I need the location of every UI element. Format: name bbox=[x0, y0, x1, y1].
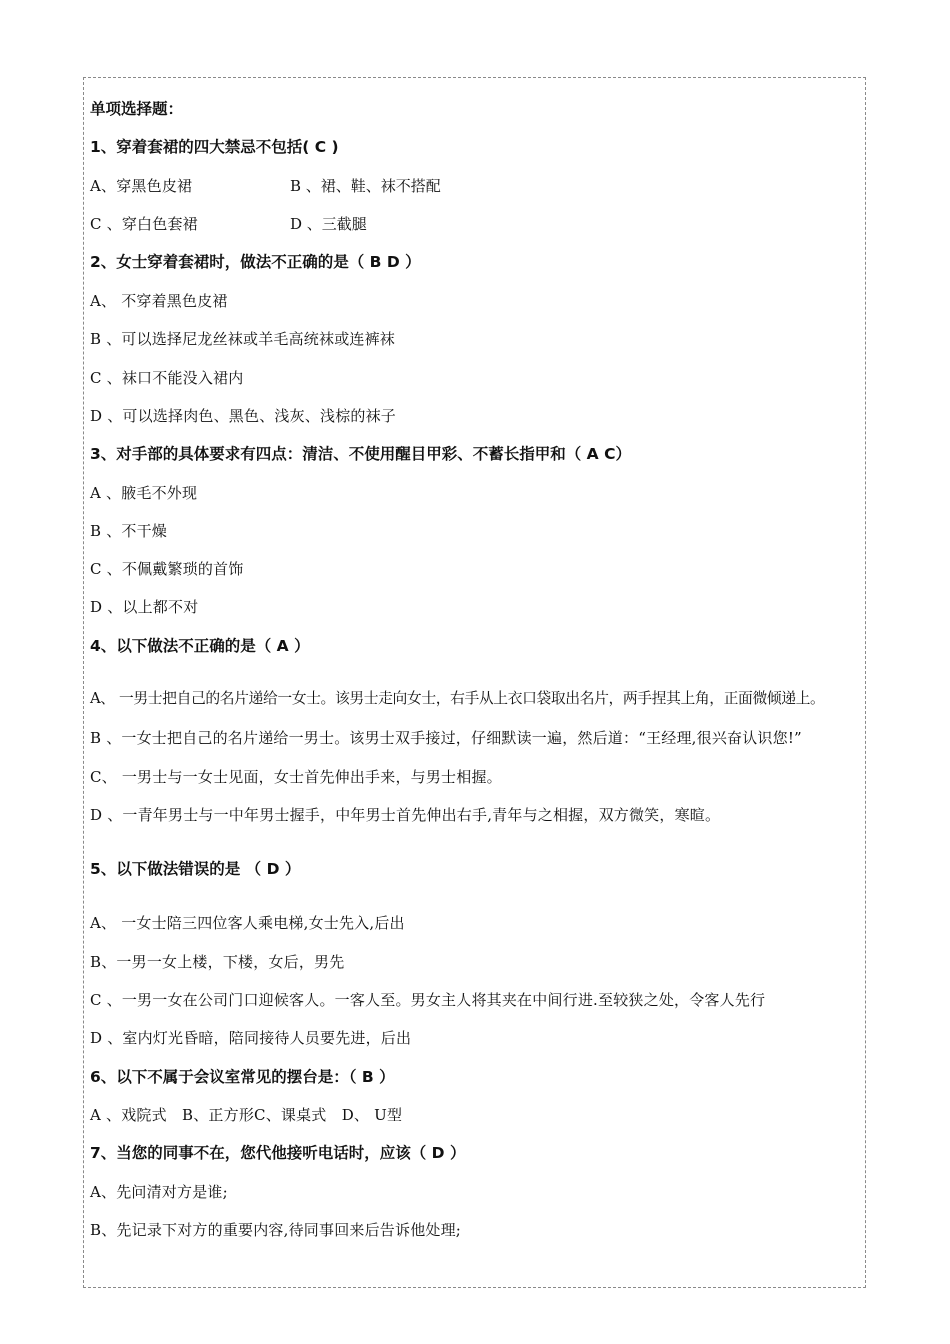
question-2-option-c: C 、袜口不能没入裙内 bbox=[90, 369, 244, 387]
question-2-option-a: A、 不穿着黑色皮裙 bbox=[90, 292, 228, 310]
question-4-stem: 4、以下做法不正确的是（ A ） bbox=[90, 637, 310, 655]
question-5-option-a: A、 一女士陪三四位客人乘电梯,女士先入,后出 bbox=[90, 914, 405, 932]
question-3-option-d: D 、以上都不对 bbox=[90, 598, 199, 616]
question-2-stem: 2、女士穿着套裙时，做法不正确的是（ B D ） bbox=[90, 253, 421, 271]
question-4-option-a: A、 一男士把自己的名片递给一女士。该男士走向女士，右手从上衣口袋取出名片，两手捏其上角，正面微倾递上。 bbox=[90, 690, 825, 707]
question-4-option-c: C、 一男士与一女士见面，女士首先伸出手来，与男士相握。 bbox=[90, 768, 502, 786]
question-1-option-b: B 、裙、鞋、袜不搭配 bbox=[290, 177, 441, 195]
question-7-option-b: B、先记录下对方的重要内容,待同事回来后告诉他处理; bbox=[90, 1221, 462, 1239]
question-3-option-a: A 、腋毛不外现 bbox=[90, 484, 198, 502]
question-5-option-b: B、一男一女上楼，下楼，女后，男先 bbox=[90, 953, 345, 971]
question-7-option-a: A、先问清对方是谁; bbox=[90, 1183, 228, 1201]
question-5-option-c: C 、一男一女在公司门口迎候客人。一客人至。男女主人将其夹在中间行进.至较狭之处，令客人先行 bbox=[90, 991, 766, 1009]
question-3-option-c: C 、不佩戴繁琐的首饰 bbox=[90, 560, 244, 578]
question-2-option-d: D 、可以选择肉色、黑色、浅灰、浅棕的袜子 bbox=[90, 407, 396, 425]
question-5-stem: 5、以下做法错误的是 （ D ） bbox=[90, 860, 301, 878]
question-1-stem: 1、穿着套裙的四大禁忌不包括( C ) bbox=[90, 138, 339, 156]
question-2-option-b: B 、可以选择尼龙丝袜或羊毛高统袜或连裤袜 bbox=[90, 330, 395, 348]
question-1-option-a: A、穿黑色皮裙 bbox=[90, 177, 193, 195]
question-5-option-d: D 、室内灯光昏暗，陪同接待人员要先进，后出 bbox=[90, 1029, 412, 1047]
section-heading: 单项选择题： bbox=[90, 100, 184, 118]
question-4-option-d: D 、一青年男士与一中年男士握手，中年男士首先伸出右手,青年与之相握，双方微笑，寒暄。 bbox=[90, 806, 721, 824]
question-1-option-d: D 、三截腿 bbox=[290, 215, 367, 233]
question-3-stem: 3、对手部的具体要求有四点：清洁、不使用醒目甲彩、不蓄长指甲和（ A C） bbox=[90, 445, 631, 463]
question-6-options: A 、戏院式 B、正方形C、课桌式 D、 U型 bbox=[90, 1106, 403, 1124]
question-7-stem: 7、当您的同事不在，您代他接听电话时，应该（ D ） bbox=[90, 1144, 466, 1162]
question-6-stem: 6、以下不属于会议室常见的摆台是：（ B ） bbox=[90, 1068, 395, 1086]
question-4-option-b: B 、一女士把自己的名片递给一男士。该男士双手接过，仔细默读一遍，然后道：“王经理,很兴奋认识您!” bbox=[90, 729, 802, 747]
question-3-option-b: B 、不干燥 bbox=[90, 522, 167, 540]
question-1-option-c: C 、穿白色套裙 bbox=[90, 215, 198, 233]
